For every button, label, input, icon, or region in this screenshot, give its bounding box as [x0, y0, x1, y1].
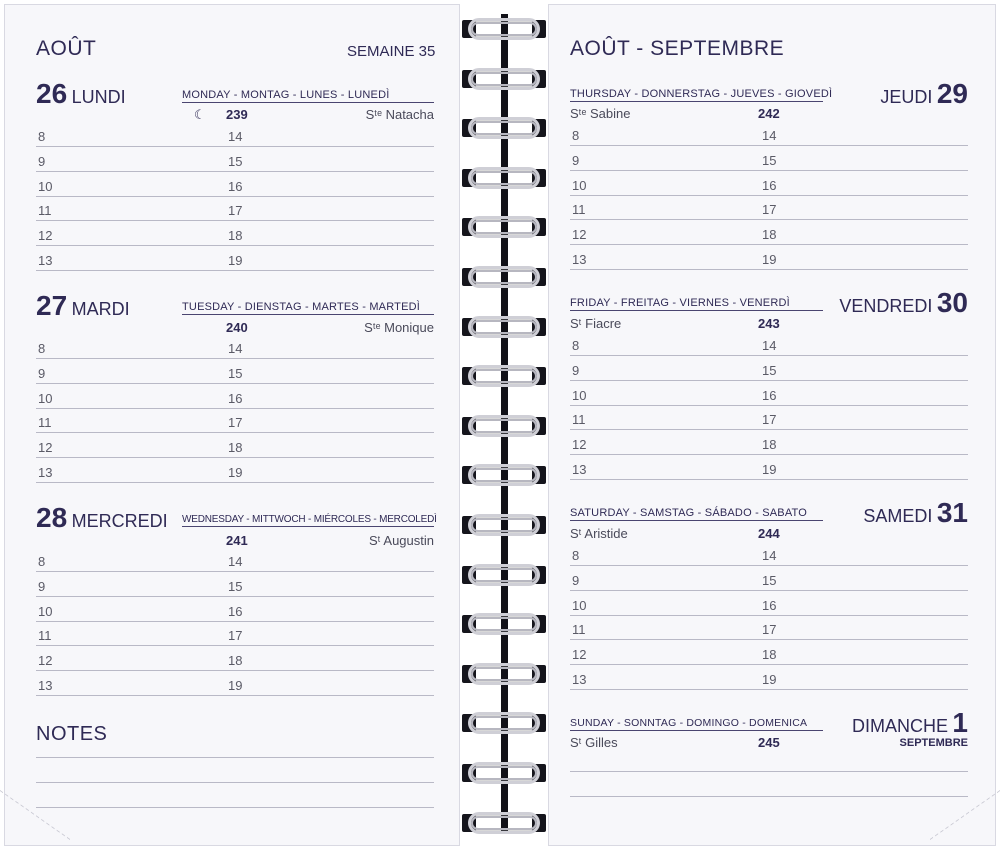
- day-header-28: [36, 502, 168, 534]
- notes-title: NOTES: [36, 723, 108, 745]
- hour-label: 17: [228, 203, 243, 219]
- hour-label: 13: [38, 678, 53, 693]
- hour-label: 19: [762, 672, 777, 687]
- day-number: 26: [36, 78, 68, 109]
- hour-row[interactable]: [36, 384, 434, 409]
- hour-label: 16: [762, 597, 777, 613]
- day-name: MARDI: [71, 299, 130, 319]
- day-number: 31: [936, 497, 968, 528]
- hour-label: 15: [762, 362, 777, 378]
- hour-label: 16: [762, 387, 777, 403]
- day-name: MERCREDI: [71, 511, 168, 531]
- hour-row[interactable]: [570, 220, 968, 245]
- hour-row[interactable]: [570, 591, 968, 616]
- hour-label: 15: [228, 365, 243, 381]
- hour-label: 8: [572, 128, 580, 143]
- hour-label: 19: [228, 253, 243, 268]
- saint-name: Sᵗ Gilles: [570, 735, 618, 750]
- hour-label: 16: [228, 390, 243, 406]
- hour-label: 13: [572, 672, 587, 687]
- hour-row[interactable]: [36, 172, 434, 197]
- saint-name: Sᵗᵉ Natacha: [365, 107, 434, 122]
- hour-row[interactable]: [36, 547, 434, 572]
- hour-row[interactable]: [570, 665, 968, 690]
- day-name: LUNDI: [71, 87, 126, 107]
- hour-label: 15: [762, 572, 777, 588]
- hour-label: 15: [228, 578, 243, 594]
- hour-row[interactable]: [36, 246, 434, 271]
- hour-row[interactable]: [570, 430, 968, 455]
- hour-row[interactable]: [36, 458, 434, 483]
- hour-label: 10: [572, 597, 587, 613]
- saint-name: Sᵗᵉ Sabine: [570, 106, 631, 121]
- hour-label: 9: [38, 365, 46, 381]
- day-of-year: 240: [226, 320, 248, 335]
- hour-label: 16: [762, 177, 777, 193]
- day-header-31: [863, 497, 968, 529]
- hour-label: 10: [572, 387, 587, 403]
- day-month-label: SEPTEMBRE: [899, 737, 968, 749]
- hour-label: 17: [762, 202, 777, 218]
- hour-row[interactable]: [36, 408, 434, 433]
- hour-label: 18: [762, 227, 777, 243]
- hour-row[interactable]: [36, 671, 434, 696]
- hour-row[interactable]: [570, 455, 968, 480]
- hour-row[interactable]: [36, 646, 434, 671]
- spiral-ring: [462, 562, 546, 588]
- hour-label: 11: [572, 622, 586, 638]
- spiral-ring: [462, 810, 546, 836]
- hour-label: 9: [38, 578, 46, 594]
- hour-row[interactable]: [36, 122, 434, 147]
- day-name: DIMANCHE: [851, 716, 948, 736]
- hour-row[interactable]: [570, 640, 968, 665]
- hour-label: 13: [572, 252, 587, 267]
- spiral-ring: [462, 661, 546, 687]
- spiral-ring: [462, 363, 546, 389]
- hour-row[interactable]: [36, 196, 434, 221]
- hour-label: 19: [762, 462, 777, 477]
- hour-label: 16: [228, 178, 243, 194]
- hour-label: 19: [762, 252, 777, 267]
- spiral-ring: [462, 710, 546, 736]
- hour-label: 19: [228, 465, 243, 480]
- day-name: SAMEDI: [863, 506, 933, 526]
- hour-row[interactable]: [570, 566, 968, 591]
- hour-label: 17: [762, 622, 777, 638]
- hour-label: 15: [762, 152, 777, 168]
- day-number: 29: [936, 78, 968, 109]
- moon-phase-icon: ☾: [194, 107, 206, 122]
- day-header-1: [852, 707, 968, 739]
- hour-label: 11: [572, 412, 586, 428]
- hour-label: 14: [762, 548, 777, 563]
- notes-line[interactable]: [36, 757, 434, 758]
- day-of-year: 243: [758, 316, 780, 331]
- hour-label: 17: [228, 628, 243, 644]
- hour-row[interactable]: [36, 621, 434, 646]
- day-number: 1: [952, 707, 968, 738]
- right-month-title: AOÛT - SEPTEMBRE: [570, 37, 785, 60]
- spiral-ring: [462, 165, 546, 191]
- hour-row[interactable]: [570, 331, 968, 356]
- hour-label: 12: [572, 437, 587, 453]
- hour-label: 11: [38, 203, 52, 219]
- notes-line[interactable]: [36, 782, 434, 783]
- hour-label: 12: [572, 227, 587, 243]
- hour-row[interactable]: [36, 221, 434, 246]
- hour-row[interactable]: [36, 597, 434, 622]
- hour-label: 18: [228, 653, 243, 669]
- hour-label: 17: [228, 415, 243, 431]
- hour-row[interactable]: [570, 146, 968, 171]
- hour-label: 12: [572, 647, 587, 663]
- day-of-year: 239: [226, 107, 248, 122]
- hour-label: 10: [38, 603, 53, 619]
- spiral-ring: [462, 462, 546, 488]
- hour-label: 9: [572, 152, 580, 168]
- hour-label: 14: [762, 128, 777, 143]
- hour-row[interactable]: [570, 121, 968, 146]
- hour-label: 8: [572, 338, 580, 353]
- spiral-ring: [462, 413, 546, 439]
- hour-label: 19: [228, 678, 243, 693]
- hour-label: 13: [38, 253, 53, 268]
- hour-label: 16: [228, 603, 243, 619]
- hour-row[interactable]: [36, 572, 434, 597]
- left-month-title: AOÛT: [36, 37, 97, 60]
- day-name: VENDREDI: [839, 296, 933, 316]
- day-header-26: [36, 78, 126, 110]
- hour-label: 12: [38, 440, 53, 456]
- day-header-30: [839, 287, 968, 319]
- hour-row[interactable]: [36, 334, 434, 359]
- hour-row[interactable]: [36, 147, 434, 172]
- hour-label: 8: [38, 341, 46, 356]
- day-header-29: [880, 78, 968, 110]
- spiral-binding: [456, 0, 552, 850]
- hour-label: 8: [572, 548, 580, 563]
- sunday-line[interactable]: [570, 796, 968, 797]
- saint-name: Sᵗ Augustin: [368, 533, 434, 548]
- hour-label: 10: [572, 177, 587, 193]
- hour-label: 18: [228, 228, 243, 244]
- hour-label: 10: [38, 390, 53, 406]
- spiral-ring: [462, 314, 546, 340]
- hour-label: 18: [228, 440, 243, 456]
- hour-row[interactable]: [570, 195, 968, 220]
- hour-label: 9: [572, 362, 580, 378]
- hour-label: 9: [38, 153, 46, 169]
- week-number: SEMAINE 35: [347, 43, 436, 60]
- day-translations: WEDNESDAY - MITTWOCH - MIÉRCOLES - MERCOLEDÌ: [182, 514, 437, 525]
- day-of-year: 245: [758, 735, 780, 750]
- spiral-ring: [462, 512, 546, 538]
- day-translations: THURSDAY - DONNERSTAG - JUEVES - GIOVEDÌ: [570, 88, 833, 100]
- day-name: JEUDI: [880, 87, 933, 107]
- hour-row[interactable]: [36, 359, 434, 384]
- spiral-ring: [462, 16, 546, 42]
- hour-label: 14: [762, 338, 777, 353]
- hour-row[interactable]: [570, 615, 968, 640]
- hour-label: 8: [38, 129, 46, 144]
- day-header-27: [36, 290, 130, 322]
- hour-label: 18: [762, 647, 777, 663]
- hour-label: 18: [762, 437, 777, 453]
- hour-row[interactable]: [570, 245, 968, 270]
- hour-row[interactable]: [36, 433, 434, 458]
- hour-row[interactable]: [570, 356, 968, 381]
- hour-label: 13: [38, 465, 53, 480]
- day-of-year: 242: [758, 106, 780, 121]
- hour-label: 13: [572, 462, 587, 477]
- day-of-year: 241: [226, 533, 248, 548]
- day-translations: MONDAY - MONTAG - LUNES - LUNEDÌ: [182, 89, 434, 103]
- hour-label: 17: [762, 412, 777, 428]
- hour-label: 12: [38, 228, 53, 244]
- hour-label: 11: [38, 628, 52, 644]
- day-translations: SUNDAY - SONNTAG - DOMINGO - DOMENICA: [570, 717, 823, 731]
- spiral-ring: [462, 214, 546, 240]
- hour-label: 15: [228, 153, 243, 169]
- day-number: 28: [36, 502, 68, 533]
- spiral-ring: [462, 611, 546, 637]
- spiral-ring: [462, 760, 546, 786]
- saint-name: Sᵗ Aristide: [570, 526, 628, 541]
- hour-label: 12: [38, 653, 53, 669]
- hour-label: 14: [228, 341, 243, 356]
- hour-label: 9: [572, 572, 580, 588]
- day-number: 27: [36, 290, 68, 321]
- hour-row[interactable]: [570, 405, 968, 430]
- saint-name: Sᵗ Fiacre: [570, 316, 622, 331]
- day-translations: TUESDAY - DIENSTAG - MARTES - MARTEDÌ: [182, 301, 434, 315]
- day-translations: SATURDAY - SAMSTAG - SÁBADO - SABATO: [570, 507, 823, 521]
- hour-label: 10: [38, 178, 53, 194]
- hour-row[interactable]: [570, 541, 968, 566]
- saint-name: Sᵗᵉ Monique: [364, 320, 434, 335]
- hour-label: 14: [228, 129, 243, 144]
- day-translations: FRIDAY - FREITAG - VIERNES - VENERDÌ: [570, 297, 823, 311]
- spiral-ring: [462, 264, 546, 290]
- hour-label: 8: [38, 554, 46, 569]
- hour-label: 11: [38, 415, 52, 431]
- day-of-year: 244: [758, 526, 780, 541]
- spiral-ring: [462, 115, 546, 141]
- sunday-line[interactable]: [570, 771, 968, 772]
- hour-label: 14: [228, 554, 243, 569]
- spiral-ring: [462, 66, 546, 92]
- hour-label: 11: [572, 202, 586, 218]
- day-number: 30: [936, 287, 968, 318]
- hour-row[interactable]: [570, 381, 968, 406]
- hour-row[interactable]: [570, 171, 968, 196]
- notes-line[interactable]: [36, 807, 434, 808]
